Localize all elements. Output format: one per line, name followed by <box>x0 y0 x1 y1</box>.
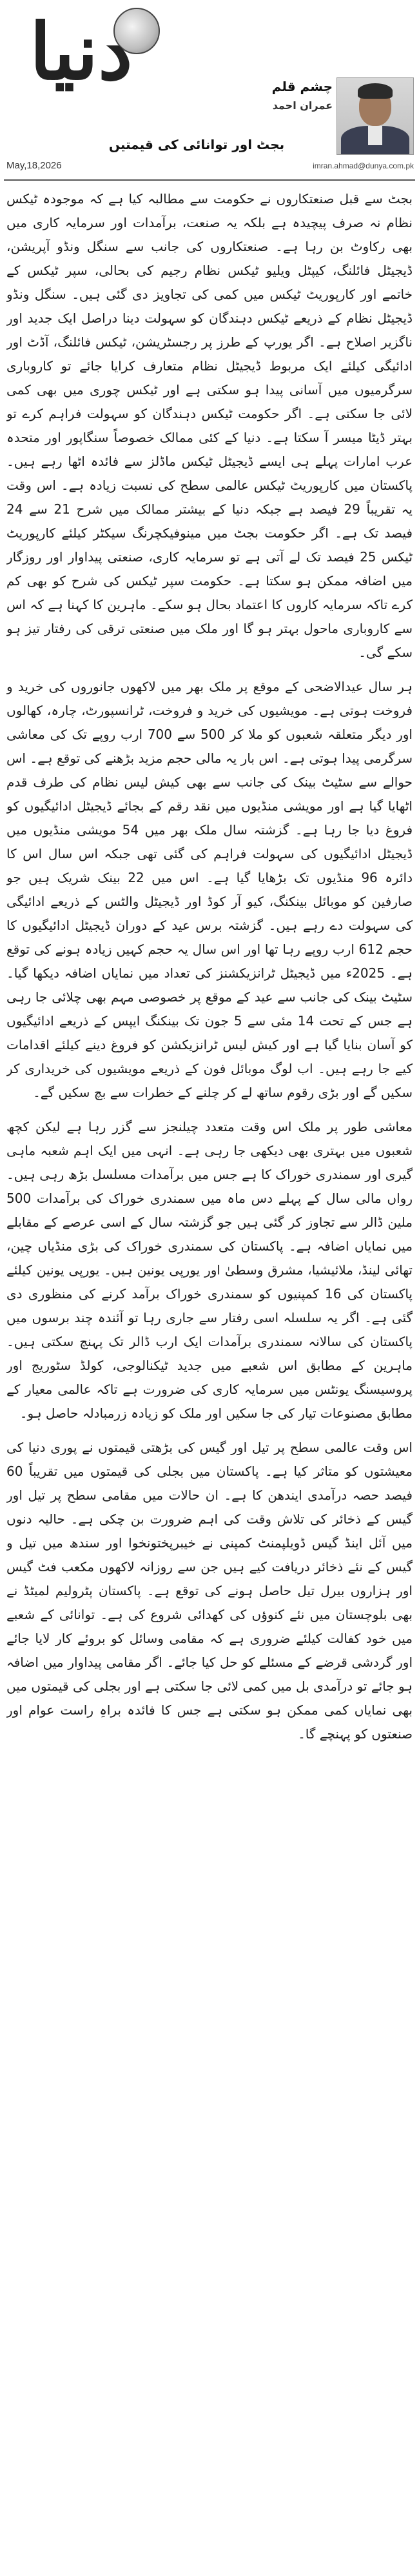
author-photo <box>336 77 414 155</box>
newspaper-logo <box>4 4 217 101</box>
article-title: بجٹ اور توانائی کی قیمتیں <box>108 137 285 152</box>
logo-text: دنیا <box>30 6 133 97</box>
publish-date: May,18,2026 <box>6 160 62 171</box>
header-divider <box>4 179 415 181</box>
paragraph: اس وقت عالمی سطح پر تیل اور گیس کی بڑھتی قیمتوں نے پوری دنیا کی معیشتوں کو متاثر کیا ہے۔ پاکستان میں بجلی کی قیمتوں میں تقریباً 60 فیصد حصہ درآمدی ایندھن کا ہے۔ ان حالات میں مقامی سطح پر تیل اور گیس کے ذخائر کی تلاش وقت کی اہم ضرورت بن چکی ہے۔ حالیہ دنوں میں آئل اینڈ گیس ڈویلپمنٹ کمپنی نے خیبرپختونخوا اور سندھ میں تیل و گیس کے نئے ذخائر دریافت کیے ہیں جن سے روزانہ لاکھوں مکعب فٹ گیس اور ہزاروں بیرل تیل حاصل ہونے کی توقع ہے۔ پاکستان پٹرولیم لمیٹڈ نے بھی بلوچستان میں نئے کنوؤں کی کھدائی شروع کی ہے۔ توانائی کے شعبے میں خود کفالت کیلئے ضروری ہے کہ مقامی وسائل کو بروئے کار لایا جائے اور گردشی قرضے کے مسئلے کو حل کیا جائے۔ اگر مقامی پیداوار میں اضافہ ہو جائے تو درآمدی بل میں کمی لائی جا سکتی ہے اور بجلی کی قیمتوں میں بھی نمایاں کمی ممکن ہو سکتی ہے جس کا فائدہ براہِ راست عوام اور صنعتوں کو پہنچے گا۔ <box>6 1440 413 1742</box>
column-name: چشم قلم <box>271 79 333 94</box>
paragraph: ہر سال عیدالاضحی کے موقع پر ملک بھر میں لاکھوں جانوروں کی خرید و فروخت ہوتی ہے۔ مویشیوں کی خرید و فروخت، ٹرانسپورٹ، چارہ، کھالوں اور دیگر متعلقہ شعبوں کو ملا کر 500 سے 700 ارب روپے تک کی معاشی سرگرمی پیدا ہوتی ہے۔ اس بار یہ مالی حجم مزید بڑھنے کی توقع ہے۔ اس حوالے سے سٹیٹ بینک کی جانب سے بھی کیش لیس نظام کی طرف قدم اٹھایا گیا ہے اور مویشی منڈیوں میں نقد رقم کے بجائے ڈیجیٹل ادائیگیوں کو فروغ دیا جا رہا ہے۔ گزشتہ سال ملک بھر میں 54 مویشی منڈیوں میں ڈیجیٹل ادائیگیوں کی سہولت فراہم کی گئی تھی جبکہ اس سال اس کا دائرہ 96 منڈیوں تک بڑھایا گیا ہے۔ اس میں 22 بینک شریک ہیں جو صارفین کو موبائل بینکنگ، کیو آر کوڈ اور ڈیجیٹل والٹس کے ذریعے ادائیگی کی سہولت دے رہے ہیں۔ گزشتہ برس عید کے دوران ڈیجیٹل ادائیگیوں کا حجم 612 ارب روپے رہا تھا اور اس سال یہ حجم کہیں زیادہ ہونے کی توقع ہے۔ 2025ء میں ڈیجیٹل ٹرانزیکشنز کی تعداد میں نمایاں اضافہ دیکھا گیا۔ سٹیٹ بینک کی جانب سے عید کے موقع پر خصوصی مہم بھی چلائی جا رہی ہے جس کے تحت 14 مئی سے 5 جون تک بینکنگ ایپس کے ذریعے ادائیگیوں کو آسان بنایا گیا ہے اور کیش لیس ٹرانزیکشن کو فروغ دینے کیلئے اقدامات کیے جا رہے ہیں۔ اب لوگ موبائل فون کے ذریعے مویشیوں کی خریداری کر سکیں گے اور بڑی رقوم ساتھ لے کر چلنے کے خطرات سے بچ سکیں گے۔ <box>6 679 413 1100</box>
paragraph: بجٹ سے قبل صنعتکاروں نے حکومت سے مطالبہ کیا ہے کہ موجودہ ٹیکس نظام نہ صرف پیچیدہ ہے بلکہ یہ صنعت، برآمدات اور سرمایہ کاری میں بھی رکاوٹ بن رہا ہے۔ صنعتکاروں کی جانب سے سنگل ونڈو آپریشن، ڈیجیٹل فائلنگ، کیپٹل ویلیو ٹیکس نظام رجیم کی بحالی، سپر ٹیکس کے خاتمے اور کارپوریٹ ٹیکس میں کمی کی تجاویز دی گئی ہیں۔ سنگل ونڈو ڈیجیٹل نظام کے ذریعے ٹیکس دہندگان کو سہولت دینا دراصل ایک جدید اور ناگزیر اصلاح ہے۔ اگر یورپ کے طرز پر رجسٹریشن، ٹیکس فائلنگ، آڈٹ اور ادائیگی کیلئے ایک مربوط ڈیجیٹل نظام متعارف کرایا جائے تو کاروباری سرگرمیوں میں آسانی پیدا ہو سکتی ہے اور ٹیکس چوری میں بھی کمی لائی جا سکتی ہے۔ اگر حکومت ٹیکس دہندگان کو سہولت فراہم کرے تو بہتر ڈیٹا میسر آ سکتا ہے۔ دنیا کے کئی ممالک خصوصاً سنگاپور اور متحدہ عرب امارات پہلے ہی ایسے ڈیجیٹل ٹیکس ماڈلز سے فائدہ اٹھا رہے ہیں۔ پاکستان میں کارپوریٹ ٹیکس عالمی سطح کی نسبت زیادہ ہے۔ اس وقت یہ تقریباً 29 فیصد ہے جبکہ دنیا کے بیشتر ممالک میں شرح 21 سے 24 فیصد تک ہے۔ اگر حکومت بجٹ میں مینوفیکچرنگ سیکٹر کیلئے کارپوریٹ ٹیکس 25 فیصد تک لے آتی ہے تو سرمایہ کاری، صنعتی پیداوار اور روزگار میں اضافہ ممکن ہو سکتا ہے۔ حکومت سپر ٹیکس کی شرح کو بھی کم کرے تاکہ سرمایہ کاروں کا اعتماد بحال ہو سکے۔ ماہرین کا کہنا ہے کہ اس سے کاروباری ماحول بہتر ہو گا اور ملک میں صنعتی ترقی کی رفتار تیز ہو سکے گی۔ <box>6 191 413 660</box>
article-body <box>6 187 413 2568</box>
paragraph: معاشی طور پر ملک اس وقت متعدد چیلنجز سے گزر رہا ہے لیکن کچھ شعبوں میں بہتری بھی دیکھی جا رہی ہے۔ انہی میں ایک اہم شعبہ ماہی گیری اور سمندری خوراک کا ہے جس میں برآمدات مسلسل بڑھ رہی ہیں۔ رواں مالی سال کے پہلے دس ماہ میں سمندری خوراک کی برآمدات 500 ملین ڈالر سے تجاوز کر گئی ہیں جو گزشتہ سال کے اسی عرصے کے مقابلے میں نمایاں اضافہ ہے۔ پاکستان کی سمندری خوراک کی بڑی منڈیاں چین، تھائی لینڈ، ملائیشیا، مشرق وسطیٰ اور یورپی یونین ہیں۔ یورپی یونین کیلئے پاکستان کی 16 کمپنیوں کو سمندری خوراک برآمد کرنے کی منظوری دی گئی ہے۔ اگر یہ سلسلہ اسی رفتار سے جاری رہا تو آئندہ چند برسوں میں پاکستان کی سالانہ سمندری برآمدات ایک ارب ڈالر تک پہنچ سکتی ہیں۔ ماہرین کے مطابق اس شعبے میں جدید ٹیکنالوجی، کولڈ سٹوریج اور پروسیسنگ یونٹس میں سرمایہ کاری کی ضرورت ہے تاکہ عالمی معیار کے مطابق مصنوعات تیار کی جا سکیں اور ملک کو زیادہ زرمبادلہ حاصل ہو۔ <box>6 1119 413 1421</box>
author-email: imran.ahmad@dunya.com.pk <box>313 161 414 170</box>
author-name: عمران احمد <box>272 99 333 112</box>
